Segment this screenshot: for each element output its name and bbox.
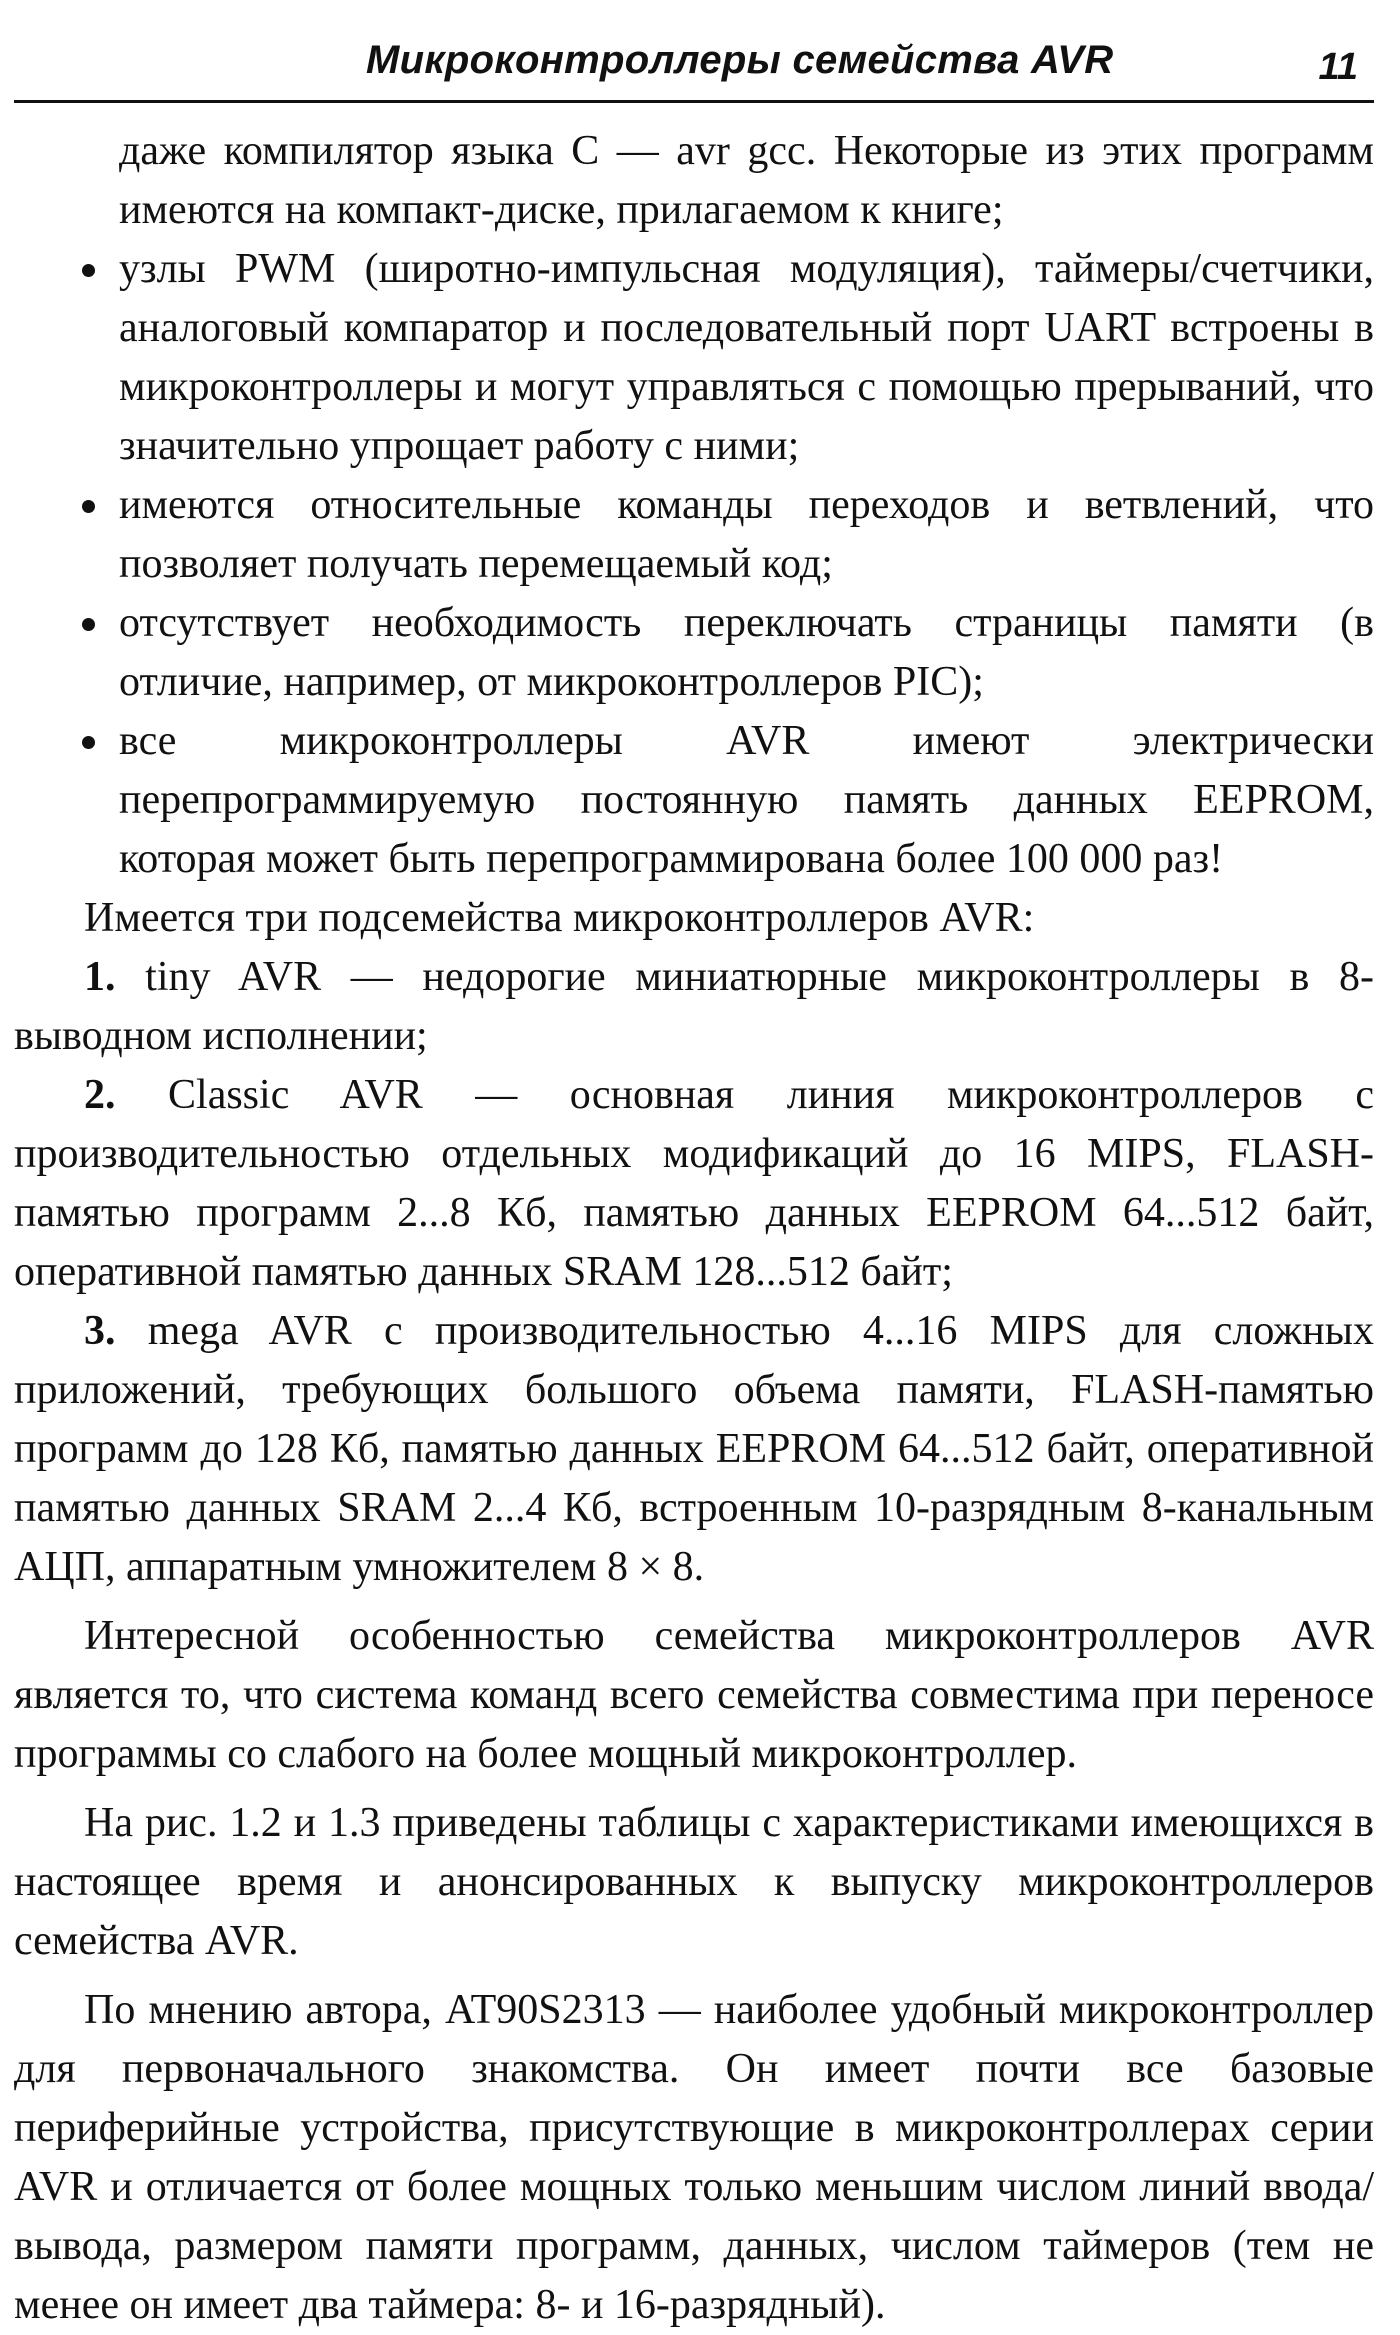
- subfamily-item-tiny: [14, 948, 1374, 1066]
- paragraph-figures: На рис. 1.2 и 1.3 приведены таблицы с характеристиками имеющихся в настоящее время и анонсированных к выпуску микроконтроллеров семейства AVR.: [14, 1800, 1374, 1964]
- subfamily-item-classic: [14, 1066, 1374, 1302]
- bullet-text: узлы PWM (широтно-импульсная модуляция), таймеры/счетчики, аналоговый компаратор и последовательный порт UART встроены в микроконтроллеры и могут управляться с помощью прерываний, что значительно упрощает работу с ними;: [119, 246, 1374, 469]
- bullet-text: имеются относительные команды переходов и ветвлений, что позволяет получать перемещаемый код;: [119, 482, 1374, 587]
- paragraph-author-opinion: По мнению автора, AT90S2313 — наиболее удобный микроконтроллер для первоначального знакомства. Он имеет почти все базовые периферийные устройства, присутствующие в микроконтроллерах серии AVR и отличается от более мощных только меньшим числом линий ввода/вывода, размером памяти программ, данных, числом таймеров (тем не менее он имеет два таймера: 8- и 16-разрядный).: [14, 1987, 1374, 2328]
- subfamily-text: mega AVR с производительностью 4...16 MIPS для сложных приложений, требующих большого объема памяти, FLASH-памятью программ до 128 Кб, памятью данных EEPROM 64...512 байт, оперативной памятью данных SRAM 2...4 Кб, встроенным 10-разрядным 8-канальным АЦП, аппаратным умножителем 8 × 8.: [14, 1308, 1374, 1590]
- bullet-item-pwm: [14, 240, 1374, 476]
- chapter-title: Микроконтроллеры семейства AVR: [366, 38, 1114, 82]
- list-number: 2.: [84, 1072, 116, 1118]
- subfamily-text: tiny AVR — недорогие миниатюрные микроконтроллеры в 8-выводном исполнении;: [14, 954, 1375, 1059]
- bullet-text: отсутствует необходимость переключать страницы памяти (в отличие, например, от микроконтроллеров PIC);: [119, 600, 1374, 705]
- bullet-dot-icon: [82, 736, 95, 749]
- bullet-text: все микроконтроллеры AVR имеют электрически перепрограммируемую постоянную память данных EEPROM, которая может быть перепрограммирована более 100 000 раз!: [119, 718, 1374, 882]
- subfamily-text: Classic AVR — основная линия микроконтроллеров с производительностью отдельных модификаций до 16 MIPS, FLASH-памятью программ 2...8 Кб, памятью данных EEPROM 64...512 байт, оперативной памятью данных SRAM 128...512 байт;: [14, 1072, 1375, 1295]
- bullet-item-eeprom: [14, 712, 1374, 889]
- subfamily-item-mega: [14, 1302, 1374, 1597]
- running-header: [14, 30, 1374, 103]
- subfamilies-intro: Имеется три подсемейства микроконтроллеров AVR:: [84, 895, 1035, 941]
- bullet-dot-icon: [82, 618, 95, 631]
- bullet-item-relative-jumps: [14, 476, 1374, 594]
- list-number: 3.: [84, 1308, 116, 1354]
- bullet-item-memory-pages: [14, 594, 1374, 712]
- list-number: 1.: [84, 954, 116, 1000]
- bullet-dot-icon: [82, 500, 95, 513]
- continued-bullet-text: даже компилятор языка С — avr gcc. Некоторые из этих программ имеются на компакт-диске, прилагаемом к книге;: [119, 128, 1374, 233]
- bullet-dot-icon: [82, 264, 95, 277]
- paragraph-compatibility: Интересной особенностью семейства микроконтроллеров AVR является то, что система команд всего семейства совместима при переносе программы со слабого на более мощный микроконтроллер.: [14, 1613, 1374, 1777]
- body-text: [14, 122, 1374, 2335]
- page-number: 11: [1318, 46, 1358, 88]
